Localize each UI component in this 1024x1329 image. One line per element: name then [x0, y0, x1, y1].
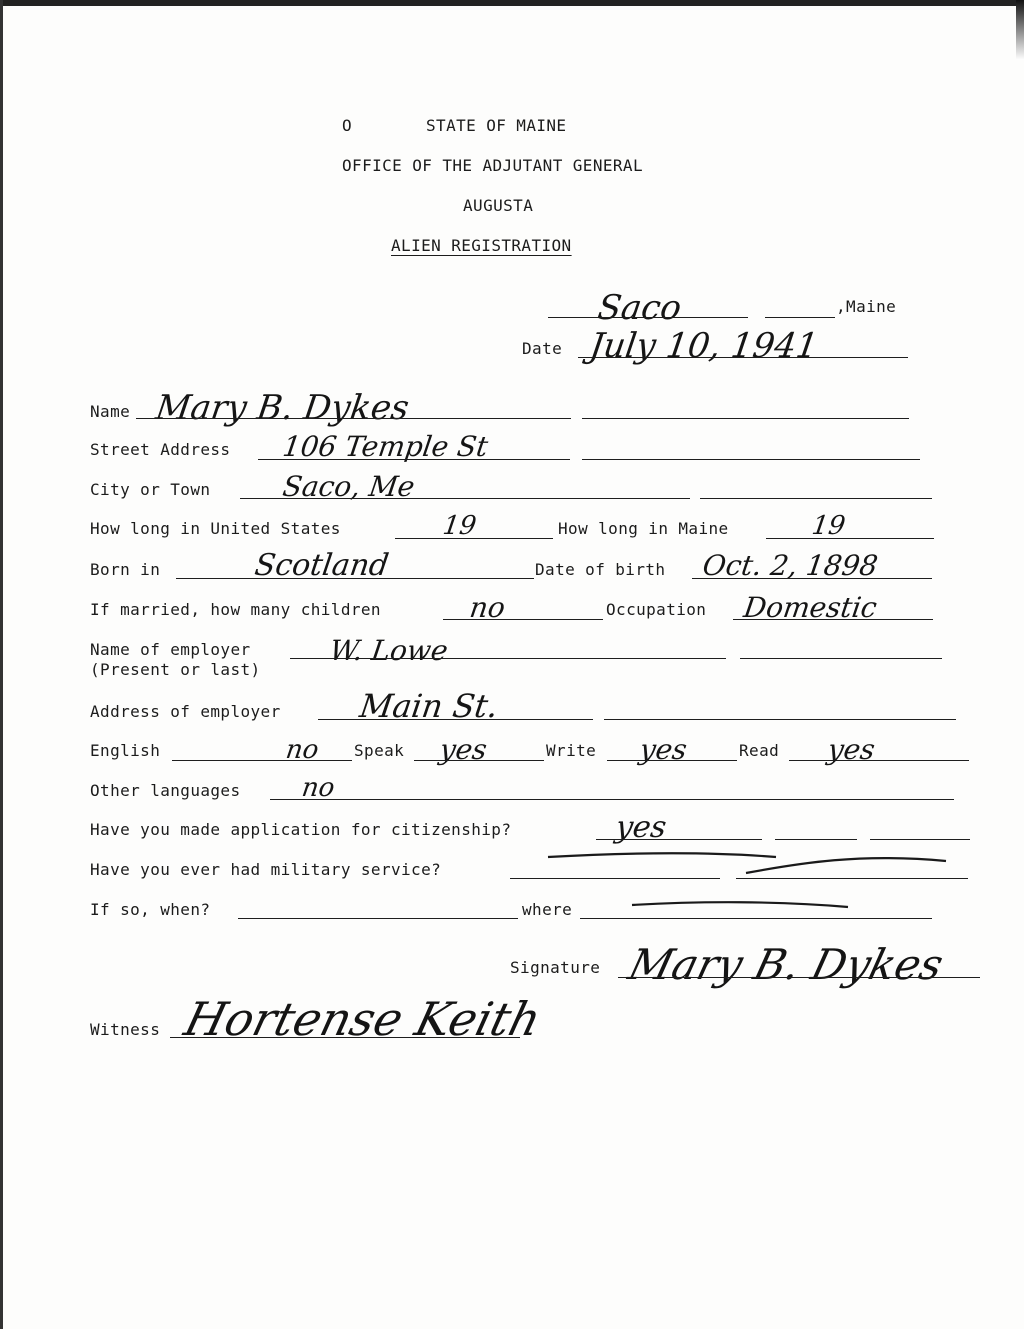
married-label: If married, how many children: [90, 600, 381, 619]
other-languages-line: [270, 799, 954, 800]
date-label: Date: [522, 339, 563, 358]
street-value: 106 Temple St: [280, 430, 491, 463]
employer-line-2: [740, 658, 942, 659]
citizenship-line-3: [870, 839, 970, 840]
employer-address-line: [318, 719, 593, 720]
how-long-us-line: [395, 538, 553, 539]
write-value: yes: [637, 733, 690, 766]
write-line: [607, 760, 737, 761]
name-label: Name: [90, 402, 131, 421]
read-label: Read: [739, 741, 780, 760]
employer-address-value: Main St.: [357, 687, 501, 725]
if-so-line: [238, 918, 518, 919]
occupation-label: Occupation: [606, 600, 707, 619]
other-languages-label: Other languages: [90, 781, 241, 800]
city-line: [240, 498, 690, 499]
speak-value: yes: [437, 733, 490, 766]
header-city: AUGUSTA: [463, 196, 534, 215]
born-in-value: Scotland: [252, 548, 391, 583]
speak-line: [414, 760, 544, 761]
scan-edge-left: [0, 0, 3, 1329]
military-label: Have you ever had military service?: [90, 860, 442, 879]
street-label: Street Address: [90, 440, 231, 459]
signature-label: Signature: [510, 958, 601, 977]
read-line: [789, 760, 969, 761]
children-value: no: [467, 591, 508, 624]
signature-value: Mary B. Dykes: [623, 940, 949, 989]
speak-label: Speak: [354, 741, 405, 760]
city-value: Saco, Me: [280, 470, 417, 503]
header-state: STATE OF MAINE: [426, 116, 567, 135]
english-value: no: [283, 735, 321, 765]
how-long-us-value: 19: [440, 511, 479, 541]
how-long-me-line: [766, 538, 934, 539]
occupation-value: Domestic: [741, 591, 880, 624]
name-line-2: [582, 418, 909, 419]
employer-sublabel: (Present or last): [90, 660, 261, 679]
date-line: [578, 357, 908, 358]
town-line: [548, 317, 748, 318]
born-in-line: [176, 578, 534, 579]
employer-line: [290, 658, 726, 659]
dash-strike-marks: [500, 845, 970, 935]
witness-label: Witness: [90, 1020, 161, 1039]
citizenship-value: yes: [613, 810, 669, 845]
how-long-me-label: How long in Maine: [558, 519, 729, 538]
city-line-2: [700, 498, 932, 499]
header-mark: O: [342, 116, 353, 135]
town-value: Saco: [595, 288, 684, 328]
how-long-me-value: 19: [809, 511, 848, 541]
signature-line: [618, 977, 980, 978]
born-in-label: Born in: [90, 560, 161, 579]
name-value: Mary B. Dykes: [153, 388, 412, 428]
header-office: OFFICE OF THE ADJUTANT GENERAL: [342, 156, 643, 175]
where-label: where: [522, 900, 573, 919]
english-line: [172, 760, 352, 761]
dob-value: Oct. 2, 1898: [700, 549, 880, 582]
if-so-label: If so, when?: [90, 900, 211, 919]
witness-value: Hortense Keith: [179, 992, 547, 1046]
occupation-line: [733, 619, 933, 620]
name-line: [136, 418, 571, 419]
how-long-us-label: How long in United States: [90, 519, 341, 538]
town-line-2: [765, 317, 835, 318]
employer-address-label: Address of employer: [90, 702, 281, 721]
employer-label: Name of employer: [90, 640, 251, 659]
english-label: English: [90, 741, 161, 760]
children-line: [443, 619, 603, 620]
other-languages-value: no: [299, 773, 337, 803]
header-title: ALIEN REGISTRATION: [391, 236, 572, 255]
citizenship-label: Have you made application for citizenship?: [90, 820, 512, 839]
dob-line: [692, 578, 932, 579]
maine-label: ,Maine: [836, 297, 897, 316]
date-value: July 10, 1941: [587, 326, 821, 366]
scan-edge-right: [1016, 0, 1024, 60]
employer-address-line-2: [604, 719, 956, 720]
read-value: yes: [825, 733, 878, 766]
city-label: City or Town: [90, 480, 211, 499]
street-line-2: [582, 459, 920, 460]
citizenship-line: [596, 839, 762, 840]
employer-value: W. Lowe: [327, 634, 451, 667]
scan-edge-top: [0, 0, 1024, 6]
witness-line: [170, 1037, 520, 1038]
street-line: [258, 459, 570, 460]
citizenship-line-2: [775, 839, 857, 840]
dob-label: Date of birth: [535, 560, 666, 579]
write-label: Write: [546, 741, 597, 760]
